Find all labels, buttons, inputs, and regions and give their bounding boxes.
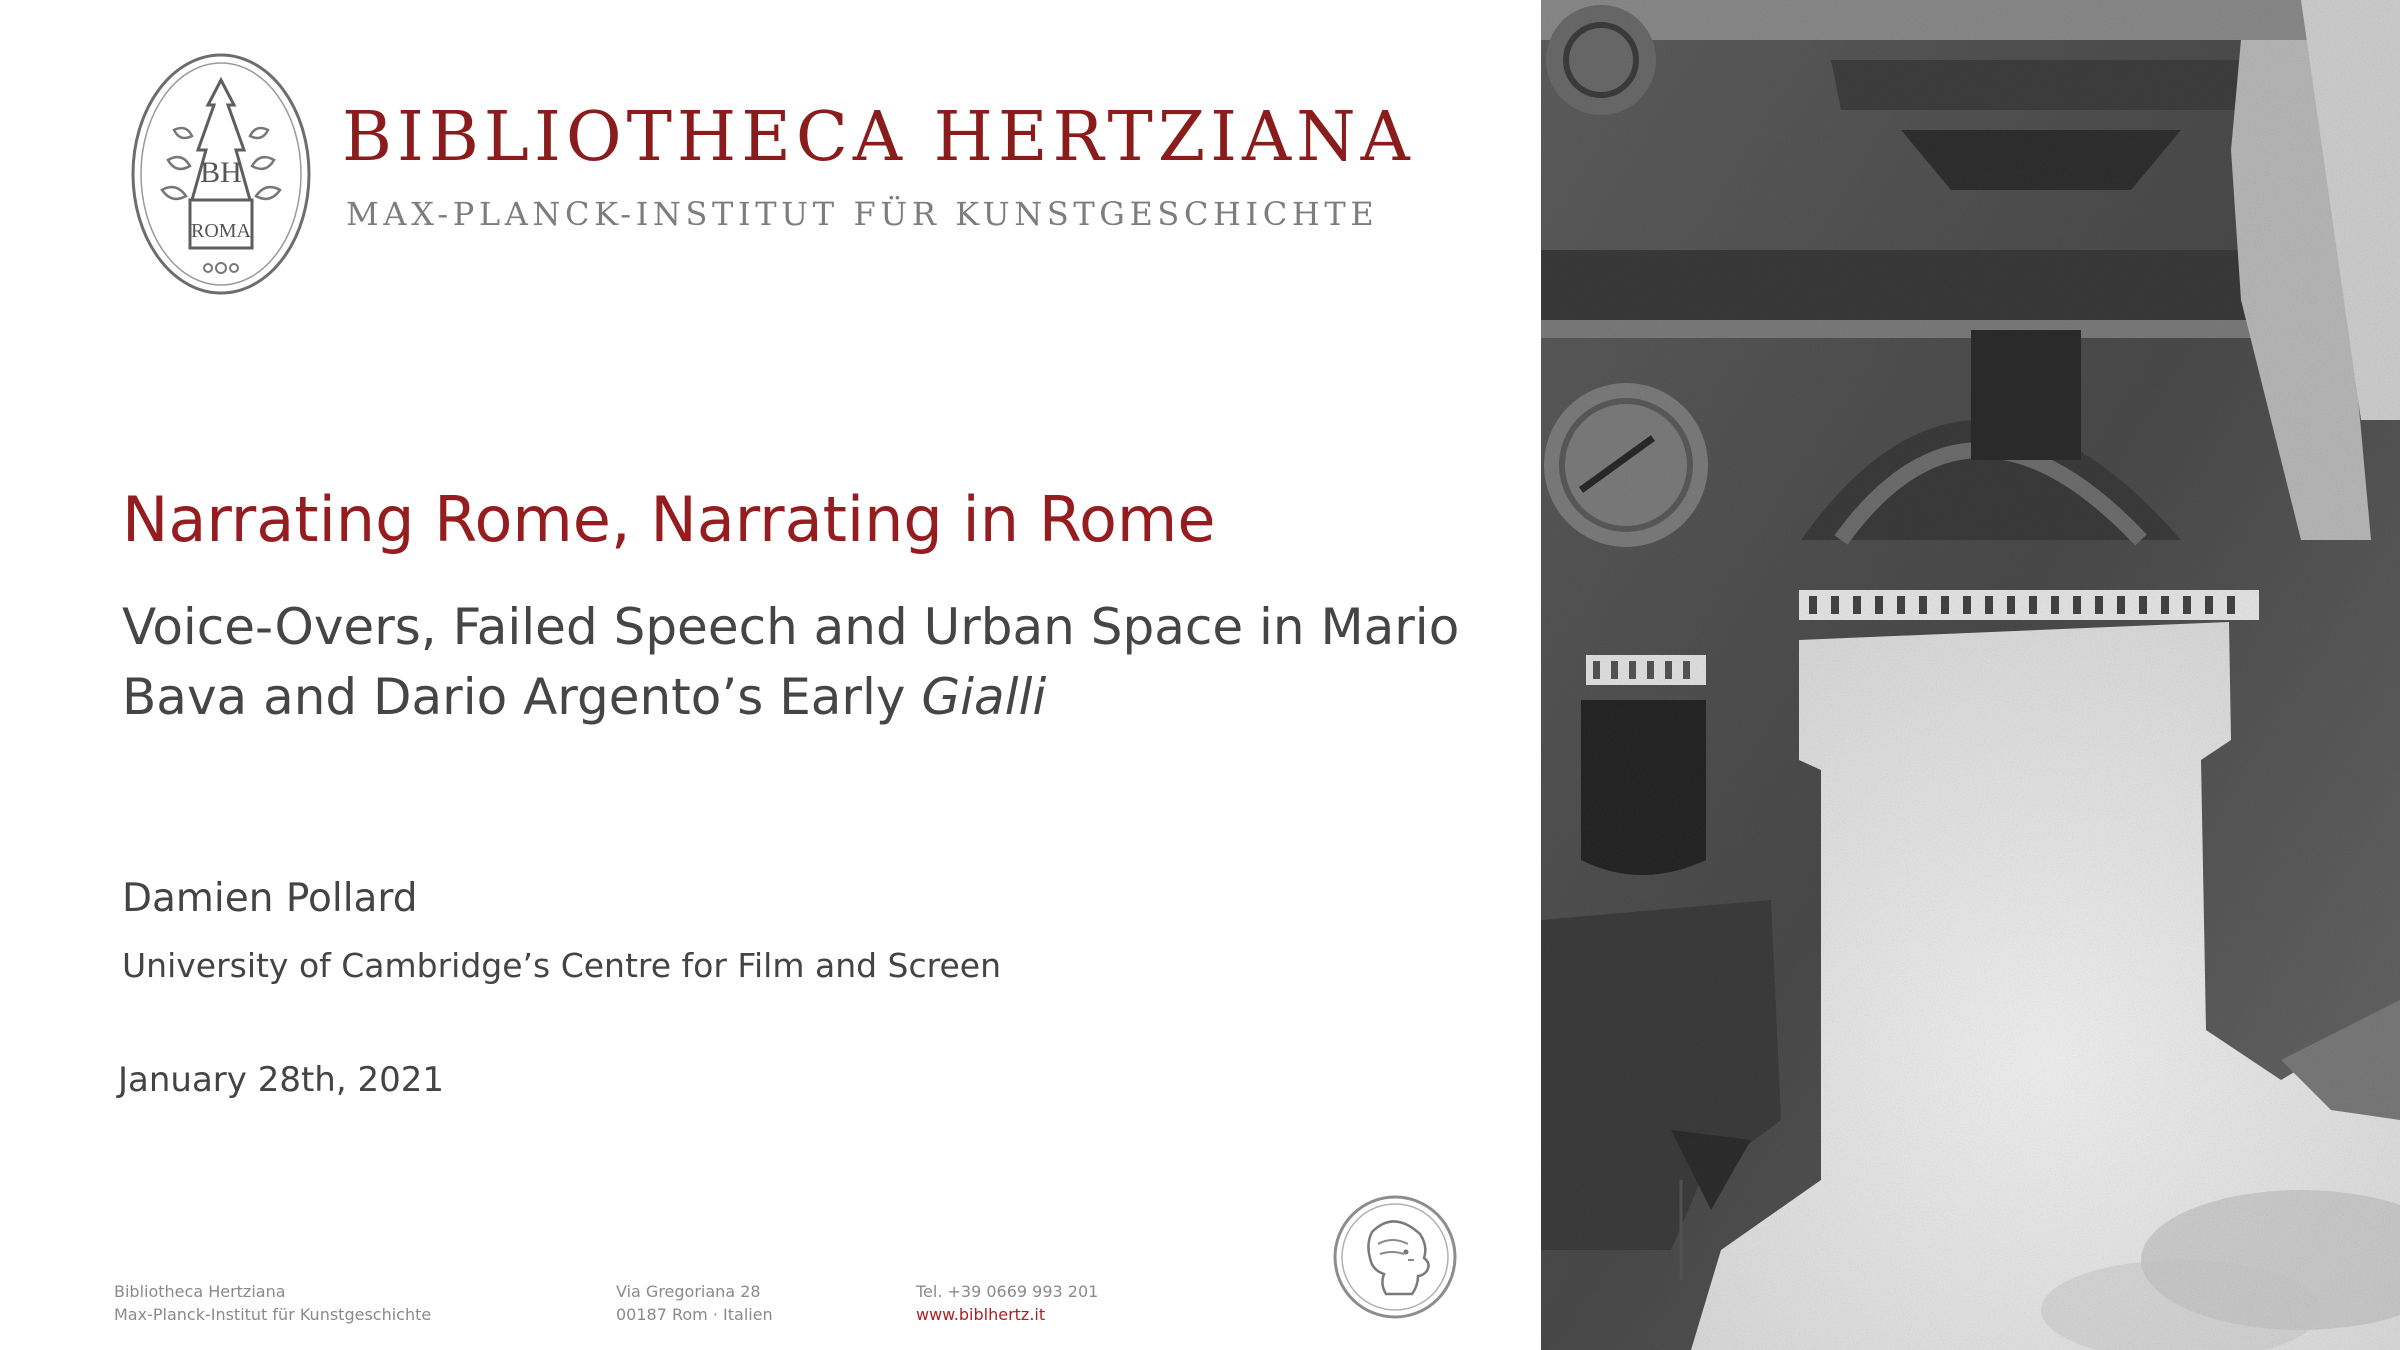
author-name: Damien Pollard xyxy=(122,876,418,921)
talk-subtitle xyxy=(122,592,1492,732)
institute-seal-icon xyxy=(128,50,314,298)
seal-label: ROMA xyxy=(190,220,252,242)
building-facade-photo xyxy=(1541,0,2400,1350)
institution-subtitle: MAX-PLANCK-INSTITUT FÜR KUNSTGESCHICHTE xyxy=(346,195,1379,233)
talk-title: Narrating Rome, Narrating in Rome xyxy=(122,483,1216,556)
footer-address-line2: 00187 Rom · Italien xyxy=(616,1305,773,1324)
footer-address xyxy=(616,1280,773,1326)
subtitle-italic: Gialli xyxy=(921,668,1047,726)
institution-name: BIBLIOTHECA HERTZIANA xyxy=(342,98,1415,177)
subtitle-text: Voice-Overs, Failed Speech and Urban Space in Mario Bava and Dario Argento’s Early xyxy=(122,598,1460,726)
author-affiliation: University of Cambridge’s Centre for Film and Screen xyxy=(122,946,1001,985)
footer-institution xyxy=(114,1280,431,1326)
talk-date: January 28th, 2021 xyxy=(118,1060,444,1100)
footer-phone: Tel. +39 0669 993 201 xyxy=(916,1282,1099,1301)
footer-website-link[interactable]: www.biblhertz.it xyxy=(916,1305,1046,1324)
seal-monogram: BH xyxy=(200,156,242,189)
minerva-logo-icon xyxy=(1332,1194,1458,1320)
footer-address-line1: Via Gregoriana 28 xyxy=(616,1282,761,1301)
footer-contact xyxy=(916,1280,1098,1326)
footer-name-line2: Max-Planck-Institut für Kunstgeschichte xyxy=(114,1305,432,1324)
footer-name-line1: Bibliotheca Hertziana xyxy=(114,1282,286,1301)
